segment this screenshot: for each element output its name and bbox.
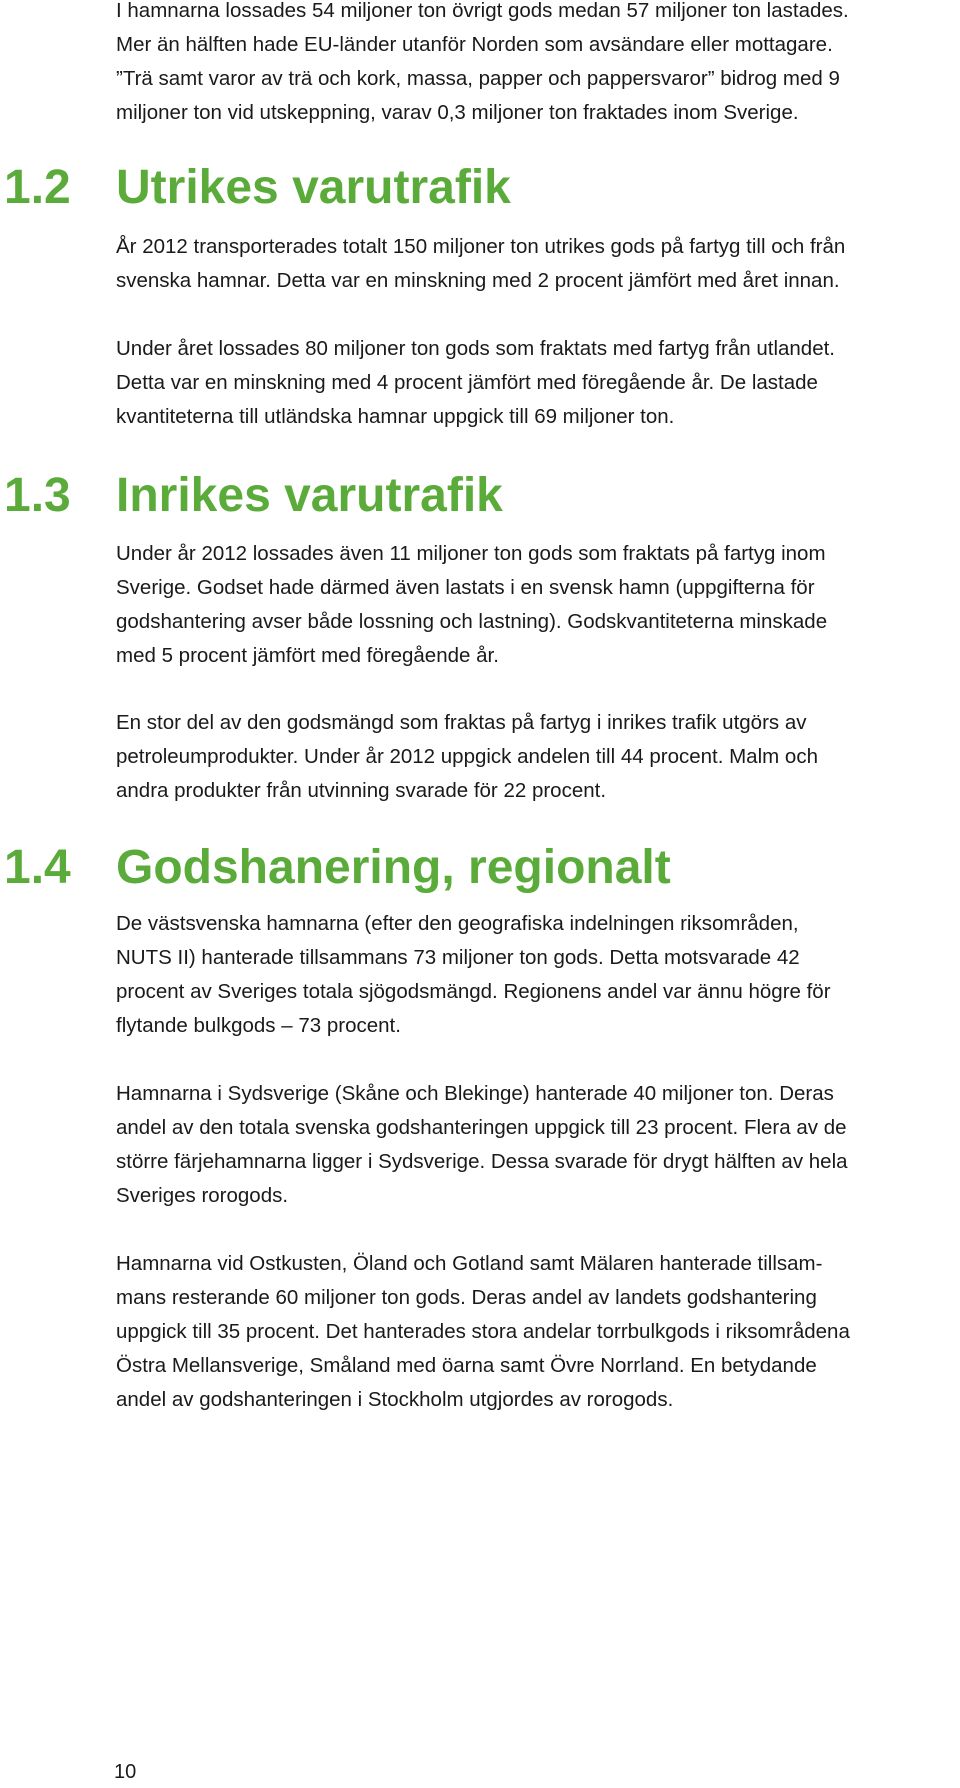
text-line: De västsvenska hamnarna (efter den geografiska indelningen riksområden,	[116, 912, 799, 935]
text-line: Sverige. Godset hade därmed även lastats i en svensk hamn (uppgifterna för	[116, 576, 815, 599]
section-paragraph	[116, 537, 960, 673]
text-line: Östra Mellansverige, Småland med öarna samt Övre Norrland. En betydande	[116, 1354, 817, 1377]
text-line: uppgick till 35 procent. Det hanterades stora andelar torrbulkgods i riksområdena	[116, 1320, 850, 1343]
text-line: miljoner ton vid utskeppning, varav 0,3 miljoner ton fraktades inom Sverige.	[116, 101, 799, 124]
text-line: svenska hamnar. Detta var en minskning med 2 procent jämfört med året innan.	[116, 269, 840, 292]
section-paragraph	[116, 907, 960, 1043]
section-number: 1.2	[4, 161, 71, 214]
text-line: Detta var en minskning med 4 procent jämfört med föregående år. De lastade	[116, 371, 818, 394]
section-paragraph	[116, 230, 960, 298]
text-line: ”Trä samt varor av trä och kork, massa, papper och pappersvaror” bidrog med 9	[116, 67, 840, 90]
text-line: Mer än hälften hade EU-länder utanför Norden som avsändare eller mottagare.	[116, 33, 833, 56]
section-title: Utrikes varutrafik	[116, 161, 511, 214]
text-line: En stor del av den godsmängd som fraktas på fartyg i inrikes trafik utgörs av	[116, 711, 807, 734]
section-paragraph	[116, 1077, 960, 1213]
intro-paragraph	[116, 0, 960, 130]
page-number: 10	[114, 1761, 137, 1783]
section-paragraph	[116, 706, 960, 808]
text-line: andel av godshanteringen i Stockholm utgjordes av rorogods.	[116, 1388, 674, 1411]
text-line: kvantiteterna till utländska hamnar uppgick till 69 miljoner ton.	[116, 405, 675, 428]
section-paragraph	[116, 1247, 960, 1417]
text-line: mans resterande 60 miljoner ton gods. Deras andel av landets godshantering	[116, 1286, 817, 1309]
text-line: I hamnarna lossades 54 miljoner ton övrigt gods medan 57 miljoner ton lastades.	[116, 0, 849, 22]
text-line: andra produkter från utvinning svarade för 22 procent.	[116, 779, 607, 802]
text-line: petroleumprodukter. Under år 2012 uppgick andelen till 44 procent. Malm och	[116, 745, 818, 768]
text-line: andel av den totala svenska godshanteringen uppgick till 23 procent. Flera av de	[116, 1116, 847, 1139]
section-number: 1.4	[4, 841, 71, 894]
text-line: med 5 procent jämfört med föregående år.	[116, 644, 499, 667]
text-line: Hamnarna i Sydsverige (Skåne och Blekinge) hanterade 40 miljoner ton. Deras	[116, 1082, 834, 1105]
text-line: godshantering avser både lossning och lastning). Godskvantiteterna minskade	[116, 610, 828, 633]
section-paragraph	[116, 332, 960, 434]
section-number: 1.3	[4, 469, 71, 522]
text-line: Under året lossades 80 miljoner ton gods som fraktats med fartyg från utlandet.	[116, 337, 836, 360]
text-line: Sveriges rorogods.	[116, 1184, 289, 1207]
text-line: Hamnarna vid Ostkusten, Öland och Gotland samt Mälaren hanterade tillsam-	[116, 1252, 823, 1275]
section-title: Inrikes varutrafik	[116, 469, 503, 522]
text-line: procent av Sveriges totala sjögodsmängd. Regionens andel var ännu högre för	[116, 980, 831, 1003]
text-line: NUTS II) hanterade tillsammans 73 miljoner ton gods. Detta motsvarade 42	[116, 946, 800, 969]
text-line: flytande bulkgods – 73 procent.	[116, 1014, 401, 1037]
text-line: större färjehamnarna ligger i Sydsverige. Dessa svarade för drygt hälften av hela	[116, 1150, 848, 1173]
section-title: Godshanering, regionalt	[116, 841, 671, 894]
text-line: År 2012 transporterades totalt 150 miljoner ton utrikes gods på fartyg till och från	[116, 235, 846, 258]
text-line: Under år 2012 lossades även 11 miljoner ton gods som fraktats på fartyg inom	[116, 542, 826, 565]
